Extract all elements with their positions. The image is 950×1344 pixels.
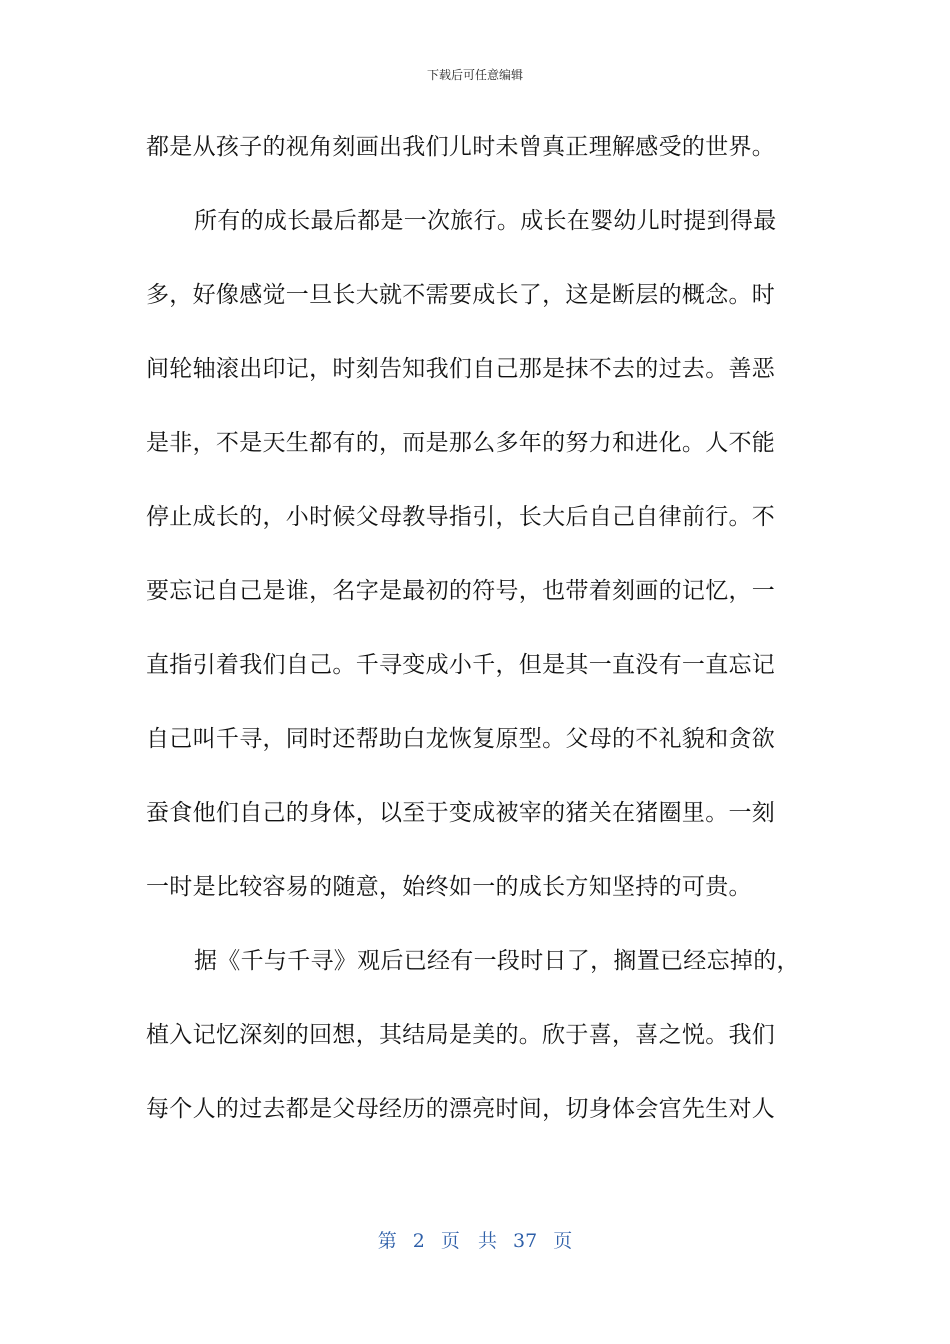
page-header: 下载后可任意编辑	[426, 68, 523, 82]
footer-total-label: 共	[477, 1230, 497, 1252]
text-line: 都是从孩子的视角刻画出我们儿时未曾真正理解感受的世界。	[146, 134, 776, 160]
total-pages-number: 37	[513, 1230, 538, 1252]
footer-suffix: 页	[553, 1230, 573, 1252]
text-line: 要忘记自己是谁，名字是最初的符号，也带着刻画的记忆，一	[146, 578, 776, 604]
text-line: 多，好像感觉一旦长大就不需要成长了，这是断层的概念。时	[146, 282, 776, 308]
text-line: 直指引着我们自己。千寻变成小千，但是其一直没有一直忘记	[146, 652, 776, 678]
text-line: 植入记忆深刻的回想，其结局是美的。欣于喜，喜之悦。我们	[146, 1022, 776, 1048]
text-line: 每个人的过去都是父母经历的漂亮时间，切身体会宫先生对人	[146, 1096, 776, 1122]
paragraph-start-line: 据《千与千寻》观后已经有一段时日了，搁置已经忘掉的，	[194, 948, 800, 974]
footer-page-word: 页	[440, 1230, 460, 1252]
current-page-number: 2	[412, 1230, 425, 1252]
document-body	[146, 110, 806, 1146]
text-line: 蚕食他们自己的身体，以至于变成被宰的猪关在猪圈里。一刻	[146, 800, 776, 826]
footer-prefix: 第	[377, 1230, 397, 1252]
paragraph-start-line: 所有的成长最后都是一次旅行。成长在婴幼儿时提到得最	[194, 208, 777, 234]
text-line: 间轮轴滚出印记，时刻告知我们自己那是抹不去的过去。善恶	[146, 356, 776, 382]
text-line: 自己叫千寻，同时还帮助白龙恢复原型。父母的不礼貌和贪欲	[146, 726, 776, 752]
page-footer	[0, 1226, 950, 1253]
text-line: 一时是比较容易的随意，始终如一的成长方知坚持的可贵。	[146, 874, 752, 900]
text-line: 是非，不是天生都有的，而是那么多年的努力和进化。人不能	[146, 430, 776, 456]
text-line: 停止成长的，小时候父母教导指引，长大后自己自律前行。不	[146, 504, 776, 530]
